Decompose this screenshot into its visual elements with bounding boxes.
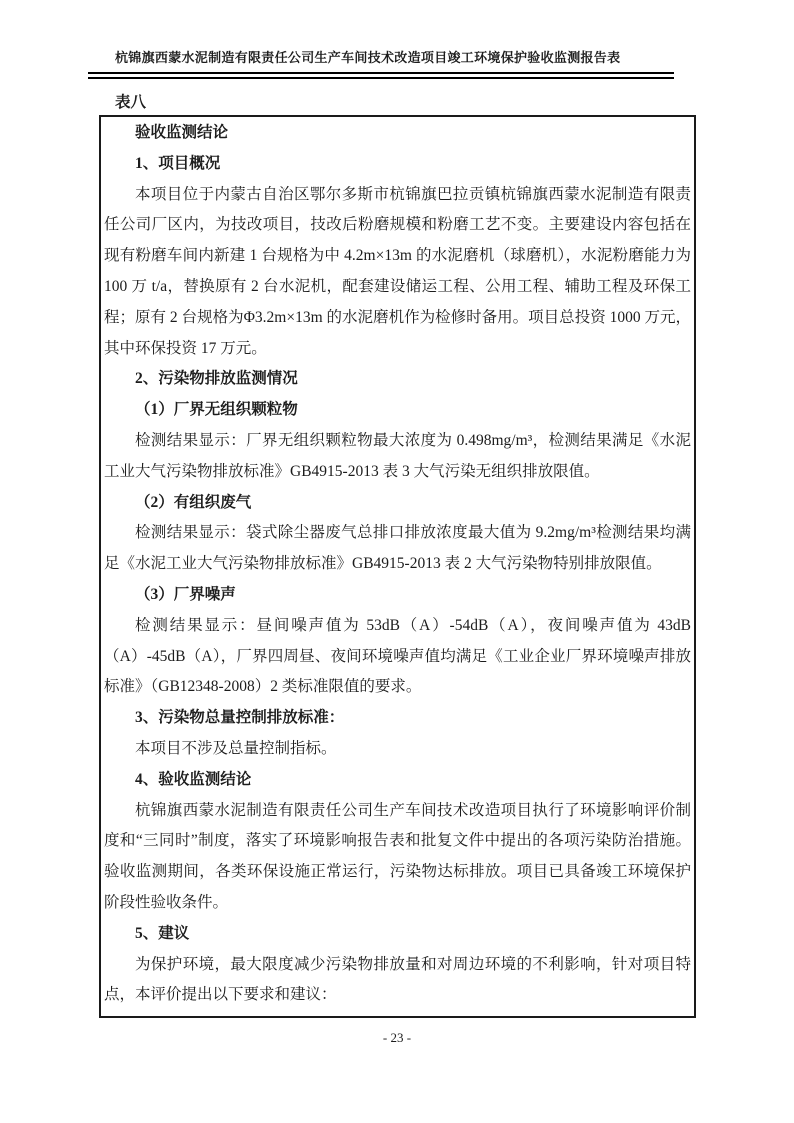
section-suggestions — [104, 919, 691, 1011]
paragraph: 检测结果显示：昼间噪声值为 53dB（A）-54dB（A），夜间噪声值为 43dB（A）-45dB（A），厂界四周昼、夜间环境噪声值均满足《工业企业厂界环境噪声排放标准》（GB12348-2008）2 类标准限值的要求。 — [104, 616, 691, 696]
section-organized-exhaust — [104, 488, 691, 580]
section-pollutant-monitoring — [104, 364, 691, 395]
section-heading: 4、验收监测结论 — [135, 770, 252, 788]
table-label: 表八 — [115, 94, 147, 111]
paragraph: 杭锦旗西蒙水泥制造有限责任公司生产车间技术改造项目执行了环境影响评价制度和“三同时”制度，落实了环境影响报告表和批复文件中提出的各项污染防治措施。验收监测期间，各类环保设施正常运行，污染物达标排放。项目已具备竣工环境保护阶段性验收条件。 — [104, 801, 691, 911]
page-number: - 23 - — [382, 1030, 412, 1045]
conclusion-table — [99, 115, 696, 1018]
section-heading: 3、污染物总量控制排放标准： — [135, 709, 345, 727]
section-project-overview — [104, 149, 691, 365]
section-heading: （3）厂界噪声 — [135, 585, 236, 603]
paragraph: 本项目位于内蒙古自治区鄂尔多斯市杭锦旗巴拉贡镇杭锦旗西蒙水泥制造有限责任公司厂区内，为技改项目，技改后粉磨规模和粉磨工艺不变。主要建设内容包括在现有粉磨车间内新建 1 台规格为中 4.2m×13m 的水泥磨机（球磨机），水泥粉磨能力为 100 万 t/a，替换原有 2 台水泥机，配套建设储运工程、公用工程、辅助工程及环保工程；原有 2 台规格为Φ3.2m×13m 的水泥磨机作为检修时备用。项目总投资 1000 万元，其中环保投资 17 万元。 — [104, 185, 691, 357]
section-heading: 2、污染物排放监测情况 — [135, 370, 298, 388]
paragraph: 检测结果显示：厂界无组织颗粒物最大浓度为 0.498mg/m³，检测结果满足《水泥工业大气污染物排放标准》GB4915-2013 表 3 大气污染无组织排放限值。 — [104, 431, 691, 480]
section-total-control — [104, 703, 691, 765]
header-double-rule — [88, 72, 674, 79]
table-title: 验收监测结论 — [135, 124, 229, 141]
section-title — [104, 118, 691, 149]
section-heading: （2）有组织废气 — [135, 493, 252, 511]
section-heading: （1）厂界无组织颗粒物 — [135, 401, 298, 419]
paragraph: 本项目不涉及总量控制指标。 — [135, 739, 337, 757]
section-boundary-noise — [104, 580, 691, 703]
table-cell — [101, 117, 694, 1016]
paragraph: 检测结果显示：袋式除尘器废气总排口排放浓度最大值为 9.2mg/m³检测结果均满足《水泥工业大气污染物排放标准》GB4915-2013 表 2 大气污染物特别排放限值。 — [104, 524, 691, 573]
section-heading: 5、建议 — [135, 924, 190, 942]
header-title: 杭锦旗西蒙水泥制造有限责任公司生产车间技术改造项目竣工环境保护验收监测报告表 — [115, 50, 621, 65]
section-acceptance-conclusion — [104, 765, 691, 919]
section-heading: 1、项目概况 — [135, 154, 221, 172]
section-fugitive-particulate — [104, 395, 691, 487]
paragraph: 为保护环境，最大限度减少污染物排放量和对周边环境的不利影响，针对项目特点，本评价提出以下要求和建议： — [104, 955, 691, 1004]
